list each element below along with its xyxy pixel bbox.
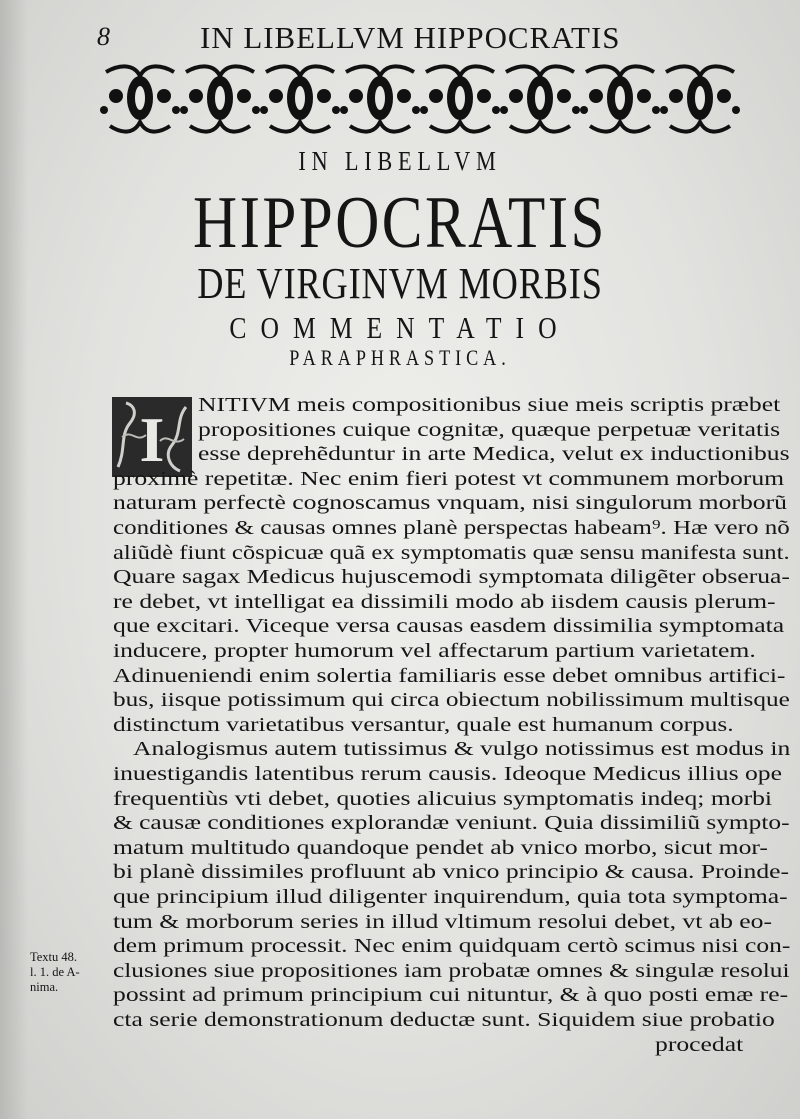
text-line: Adinueniendi enim solertia familiaris esse debet omnibus artifici- [113, 664, 786, 687]
text-line: inducere, propter humorum vel affectarum partium varietatem. [113, 640, 756, 662]
decorated-initial-icon [112, 397, 192, 477]
text-line: que excitari. Viceque versa causas easdem dissimilia symptomata [113, 615, 785, 638]
marginal-note-line-1: Textu 48. [30, 950, 78, 964]
text-line: procedat [655, 1033, 744, 1056]
title-line-3: DE VIRGINVM MORBIS [197, 259, 603, 308]
fleuron-icon [180, 66, 260, 131]
title-line-4: COMMENTATIO [229, 310, 571, 345]
text-line: NITIVM meis compositionibus siue meis scriptis præbet [198, 394, 781, 416]
fleuron-icon [420, 66, 500, 131]
text-line: Analogismus autem tutissimus & vulgo notissimus est modus in [133, 738, 791, 761]
fleuron-icon [500, 66, 580, 131]
fleuron-band-icon [100, 60, 740, 140]
text-line: conditiones & causas omnes planè perspectas habeam⁹. Hæ vero nõ [113, 517, 790, 539]
text-line: propositiones cuique cognitæ, quæque perpetuæ veritatis [198, 418, 781, 441]
text-line: tum & morborum series in illud vltimum resolui debet, vt ab eo- [113, 910, 773, 933]
marginal-note-line-3: nima. [30, 980, 59, 994]
fleuron-icon [260, 66, 340, 131]
text-line: que principium illud diligenter inquirendum, quia tota symptoma- [113, 886, 788, 908]
text-line: bus, iisque potissimum qui circa obiectum nobilissimum multisque [113, 689, 790, 712]
text-line: distinctum varietatibus versantur, quale est humanum corpus. [113, 713, 734, 736]
fleuron-icon [660, 66, 740, 131]
marginal-note-line-2: l. 1. de A- [30, 965, 80, 979]
text-line: cta serie demonstrationum deductæ sunt. Siquidem siue probatio [113, 1009, 775, 1031]
title-line-5: PARAPHRASTICA. [289, 345, 511, 370]
text-line: bi planè dissimiles profluunt ab vnico principio & causa. Proinde- [113, 861, 790, 884]
ornament-row [100, 66, 740, 131]
fleuron-icon [340, 66, 420, 131]
text-line: frequentiùs vti debet, quoties alicuius symptomatis indeq; morbi [113, 787, 773, 810]
running-head: IN LIBELLVM HIPPOCRATIS [200, 20, 621, 55]
text-line: matum multitudo quandoque pendet ab vnico morbo, sicut mor- [113, 836, 768, 859]
fleuron-icon [100, 66, 180, 131]
text-line: Quare sagax Medicus hujuscemodi symptomata diligẽter obserua- [113, 566, 790, 589]
text-line: dem primum processit. Nec enim quidquam certò scimus nisi con- [113, 935, 791, 958]
text-line: clusiones siue propositiones iam probatæ omnes & singulæ resolui [113, 959, 790, 982]
page-number: 8 [97, 22, 110, 51]
text-line: proximè repetitæ. Nec enim fieri potest vt communem morborum [113, 467, 785, 490]
initial-letter: I [139, 404, 165, 475]
text-line: inuestigandis latentibus rerum causis. Ideoque Medicus illius ope [113, 763, 782, 785]
gutter-shadow [0, 0, 28, 1119]
text-line: aliũdè fiunt cõspicuæ quã ex symptomatis quæ sensu manifesta sunt. [113, 541, 790, 564]
text-line: possint ad primum principium cui nituntur, & à quo posti emæ re- [113, 984, 789, 1007]
title-line-2: HIPPOCRATIS [193, 182, 607, 264]
fleuron-icon [580, 66, 660, 131]
text-line: re debet, vt intelligat ea dissimili modo ab iisdem causis plerum- [113, 590, 776, 613]
text-line: esse deprehẽduntur in arte Medica, velut ex inductionibus [198, 443, 790, 466]
text-line: naturam perfectè cognoscamus vnquam, nisi singulorum morborũ [113, 492, 787, 515]
title-line-1: IN LIBELLVM [298, 146, 502, 176]
text-line: & causæ conditiones explorandæ veniunt. Quia dissimiliũ sympto- [113, 812, 790, 835]
